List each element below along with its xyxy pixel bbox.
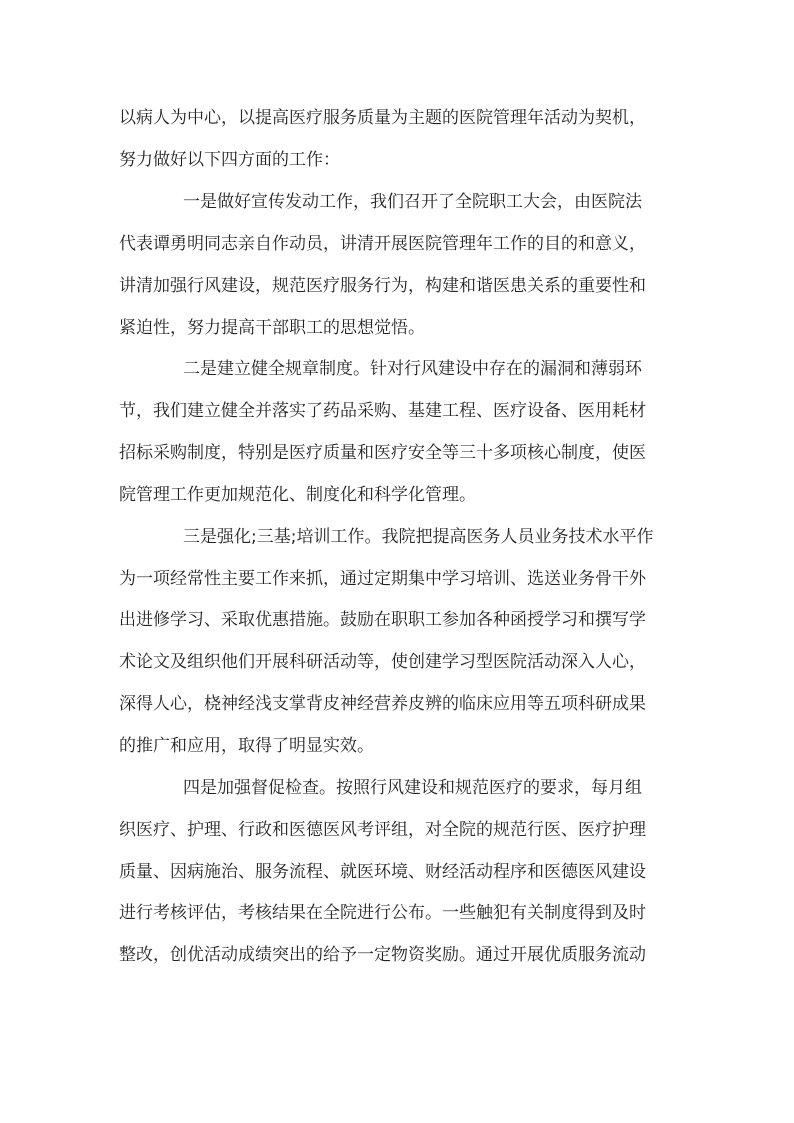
text-line: 招标采购制度，特别是医疗质量和医疗安全等三十多项核心制度，使医 [119,443,646,463]
text-line: 整改，创优活动成绩突出的给予一定物资奖励。通过开展优质服务流动 [119,945,646,965]
paragraph-1-first-line: 一是做好宣传发动工作，我们召开了全院职工大会，由医院法 [183,192,642,212]
text-line: 以病人为中心，以提高医疗服务质量为主题的医院管理年活动为契机， [119,108,646,128]
text-line: 质量、因病施治、服务流程、就医环境、财经活动程序和医德医风建设 [119,862,646,882]
text-line: 代表谭勇明同志亲自作动员，讲清开展医院管理年工作的目的和意义， [119,234,646,254]
text-line: 出进修学习、采取优惠措施。鼓励在职职工参加各种函授学习和撰写学 [119,610,646,630]
text-line: 院管理工作更加规范化、制度化和科学化管理。 [119,485,476,505]
paragraph-3-first-line: 三是强化;三基;培训工作。我院把提高医务人员业务技术水平作 [183,527,654,547]
text-line: 进行考核评估，考核结果在全院进行公布。一些触犯有关制度得到及时 [119,903,646,923]
text-line: 术论文及组织他们开展科研活动等，使创建学习型医院活动深入人心， [119,652,646,672]
text-line: 努力做好以下四方面的工作： [119,150,340,170]
text-line: 深得人心，桡神经浅支掌背皮神经营养皮辨的临床应用等五项科研成果 [119,694,646,714]
text-line: 织医疗、护理、行政和医德医风考评组，对全院的规范行医、医疗护理 [119,820,646,840]
text-line: 节，我们建立健全并落实了药品采购、基建工程、医疗设备、医用耗材 [119,401,646,421]
paragraph-2-first-line: 二是建立健全规章制度。针对行风建设中存在的漏洞和薄弱环 [183,359,642,379]
text-line: 为一项经常性主要工作来抓，通过定期集中学习培训、选送业务骨干外 [119,569,646,589]
paragraph-4-first-line: 四是加强督促检查。按照行风建设和规范医疗的要求，每月组 [183,778,642,798]
text-line: 的推广和应用，取得了明显实效。 [119,736,374,756]
text-line: 讲清加强行风建设，规范医疗服务行为，构建和谐医患关系的重要性和 [119,276,646,296]
text-line: 紧迫性，努力提高干部职工的思想觉悟。 [119,318,425,338]
